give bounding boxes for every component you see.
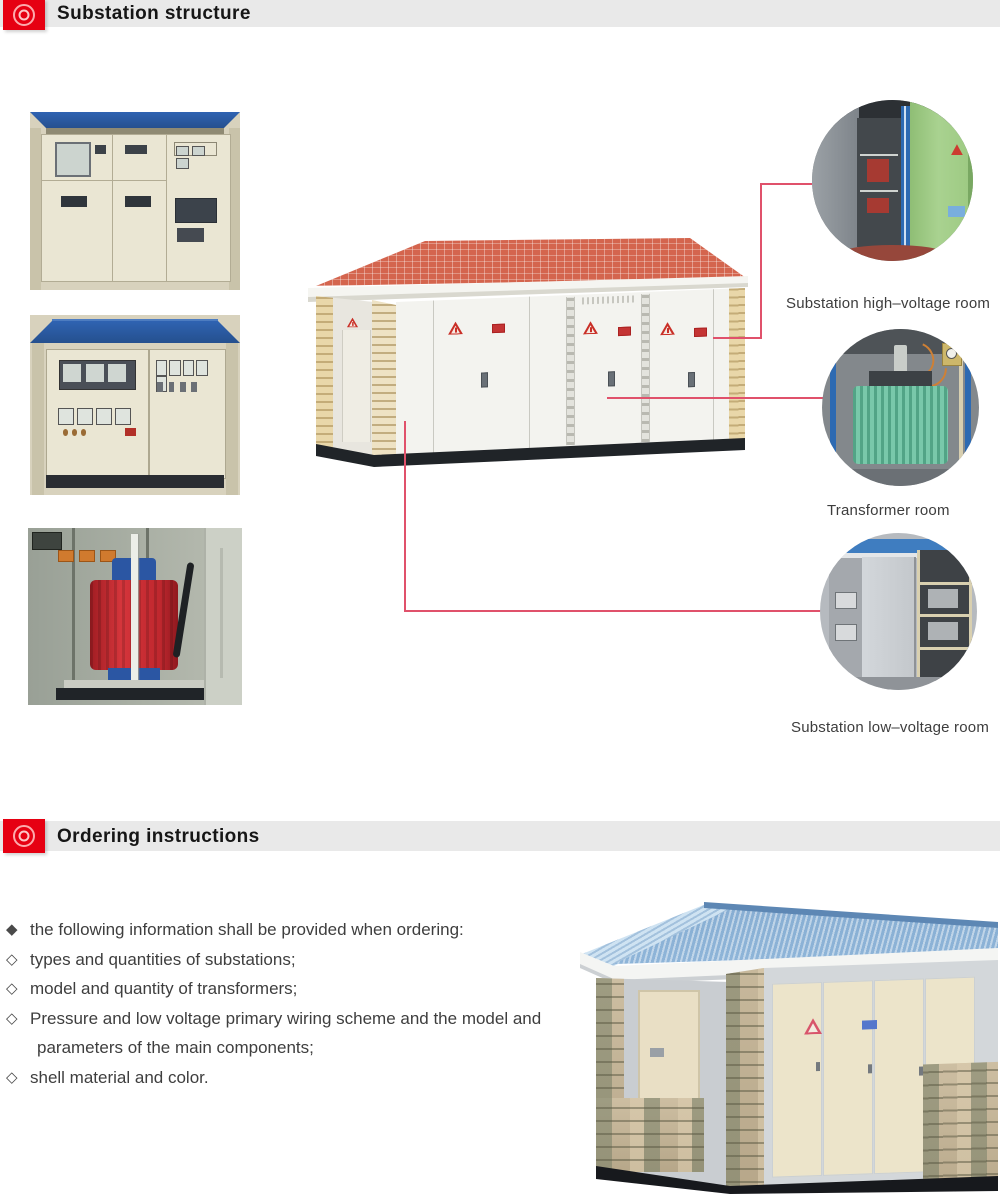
- shelf: [920, 582, 969, 585]
- lv-room-photo: [820, 533, 977, 690]
- stone-base: [596, 1098, 704, 1172]
- list-item-text: types and quantities of substations;: [30, 949, 296, 969]
- relay-display: [177, 228, 203, 241]
- list-item-continuation: [6, 1033, 541, 1063]
- meter-row: [58, 408, 140, 423]
- substation-building-illustration: [308, 236, 748, 472]
- door-handle: [868, 1064, 872, 1073]
- equipment-box: [928, 589, 958, 607]
- hv-room-photo: [812, 100, 973, 261]
- panel-seam: [433, 300, 434, 452]
- cabinet-interior: [857, 118, 900, 247]
- indicator: [95, 145, 106, 154]
- shelf: [920, 647, 969, 650]
- enclosure-left-wall: [32, 341, 44, 495]
- target-icon: [13, 4, 35, 26]
- cabinet-divider: [148, 350, 150, 478]
- shelf: [920, 614, 969, 617]
- red-equipment: [867, 159, 890, 182]
- blue-roof: [30, 112, 240, 128]
- shelf: [860, 190, 898, 192]
- inspection-window: [55, 142, 91, 177]
- gauge-window: [59, 360, 136, 390]
- cabinet-side-wall: [812, 100, 859, 261]
- door-edge: [968, 102, 973, 260]
- list-item: [6, 945, 541, 975]
- red-equipment: [867, 198, 890, 213]
- lv-room-label: Substation low–voltage room: [791, 719, 990, 736]
- name-plate: [694, 328, 707, 338]
- green-door: [910, 102, 973, 260]
- empty-bullet: [6, 1033, 30, 1063]
- floor: [820, 677, 977, 690]
- diamond-bullet-icon: ◇: [6, 980, 18, 997]
- red-button: [125, 428, 136, 436]
- diamond-bullet-icon: ◇: [6, 950, 18, 968]
- warning-triangle-icon: [660, 322, 675, 336]
- blue-door-frame: [901, 106, 911, 254]
- callout-line-transformer: [607, 397, 823, 399]
- label-plate: [125, 196, 151, 206]
- ordering-section-title: Ordering instructions: [57, 826, 260, 847]
- brick-edge: [729, 288, 745, 441]
- side-door: [342, 330, 371, 442]
- door-label: [948, 206, 965, 217]
- substation-building-photo: [580, 890, 1000, 1194]
- open-cabinet: [917, 550, 972, 680]
- door-panel: [874, 978, 924, 1174]
- base-shadow: [56, 688, 220, 700]
- name-plate: [492, 324, 505, 334]
- blue-door-frame: [965, 342, 971, 474]
- vent-grille: [582, 295, 636, 304]
- door-row: [764, 956, 998, 1190]
- enclosure-right-wall: [226, 341, 238, 495]
- panel-seam: [713, 289, 714, 441]
- target-icon: [13, 825, 35, 847]
- wall-box: [835, 592, 857, 610]
- door-label: [650, 1048, 664, 1057]
- warning-triangle-icon: [448, 321, 463, 335]
- list-item-text: model and quantity of transformers;: [30, 979, 298, 998]
- door-handle: [608, 371, 615, 386]
- ordering-header-emblem: [3, 819, 45, 853]
- list-item: [6, 1004, 541, 1034]
- hv-switchgear-photo: [30, 112, 240, 290]
- ordering-list: [6, 915, 541, 1092]
- list-item-text: parameters of the main components;: [37, 1038, 314, 1057]
- list-item-text: Pressure and low voltage primary wiring scheme and the model and: [30, 1008, 542, 1028]
- enclosure-left-wall: [30, 128, 41, 290]
- callout-line-hv-bottom: [713, 337, 762, 339]
- warning-triangle-icon: [583, 321, 598, 335]
- door-handle: [816, 1062, 820, 1071]
- name-plate: [618, 327, 631, 337]
- gauge-panel: [942, 343, 962, 366]
- gray-door: [862, 557, 915, 678]
- switchgear-cabinets: [41, 134, 231, 282]
- door-panel: [823, 980, 873, 1176]
- structure-section-title: Substation structure: [57, 3, 251, 24]
- floor: [822, 469, 979, 486]
- transformer-room-photo: [822, 329, 979, 486]
- junction-box: [32, 532, 62, 550]
- list-item-text: shell material and color.: [30, 1067, 209, 1087]
- diamond-bullet-icon: ◇: [6, 1068, 18, 1086]
- door-handle: [481, 372, 488, 387]
- blue-door-frame: [830, 342, 836, 474]
- switch-row: [157, 382, 216, 392]
- meter-row: [174, 142, 217, 156]
- cabinet-divider: [112, 135, 113, 281]
- transformer-bushing: [894, 345, 907, 373]
- cabinet-plinth: [46, 475, 224, 488]
- door-panel: [772, 982, 822, 1178]
- front-wall: [396, 288, 745, 454]
- warning-triangle-icon: [951, 144, 963, 155]
- left-wall: [829, 558, 862, 677]
- hv-room-label: Substation high–voltage room: [786, 295, 991, 312]
- list-item: [6, 1063, 541, 1093]
- dry-transformer-photo: [28, 528, 242, 705]
- label-plate: [61, 196, 87, 206]
- hinge-strip: [641, 294, 650, 442]
- cabinet-divider: [42, 180, 166, 181]
- list-item-text: the following information shall be provided when ordering:: [30, 920, 464, 939]
- transformer-cap: [869, 371, 932, 387]
- cabinet-divider: [166, 135, 167, 281]
- structure-header-emblem: [3, 0, 45, 30]
- relay-display: [175, 198, 216, 223]
- indicator-row: [63, 429, 127, 435]
- callout-line-hv-top: [760, 183, 812, 185]
- brick-edge: [316, 294, 333, 449]
- base-beam: [64, 680, 212, 688]
- list-item: [6, 915, 541, 945]
- indicator: [125, 145, 148, 154]
- red-floor: [841, 245, 944, 261]
- door-label: [862, 1020, 877, 1030]
- open-door: [204, 528, 242, 705]
- lv-switchgear-photo: [30, 315, 240, 495]
- blue-roof: [30, 321, 240, 343]
- hinge-strip: [566, 297, 575, 445]
- stone-base: [923, 1062, 998, 1194]
- panel-cabinets: [46, 349, 226, 479]
- door-handle: [688, 372, 695, 387]
- equipment-box: [928, 622, 958, 640]
- meter-row: [156, 360, 220, 374]
- shelf: [860, 154, 898, 156]
- list-item: [6, 974, 541, 1004]
- oil-transformer-fins: [853, 386, 947, 465]
- callout-line-hv-vertical: [760, 183, 762, 339]
- transformer-room-label: Transformer room: [827, 502, 950, 519]
- warning-triangle-icon: [347, 318, 358, 328]
- panel-seam: [529, 297, 530, 449]
- wall-box: [835, 624, 857, 642]
- support-pipe: [131, 534, 138, 684]
- callout-line-lv-horizontal: [404, 610, 821, 612]
- filled-diamond-bullet-icon: ◆: [6, 921, 18, 938]
- diamond-bullet-icon: ◇: [6, 1009, 18, 1027]
- callout-line-lv-vertical: [404, 421, 406, 612]
